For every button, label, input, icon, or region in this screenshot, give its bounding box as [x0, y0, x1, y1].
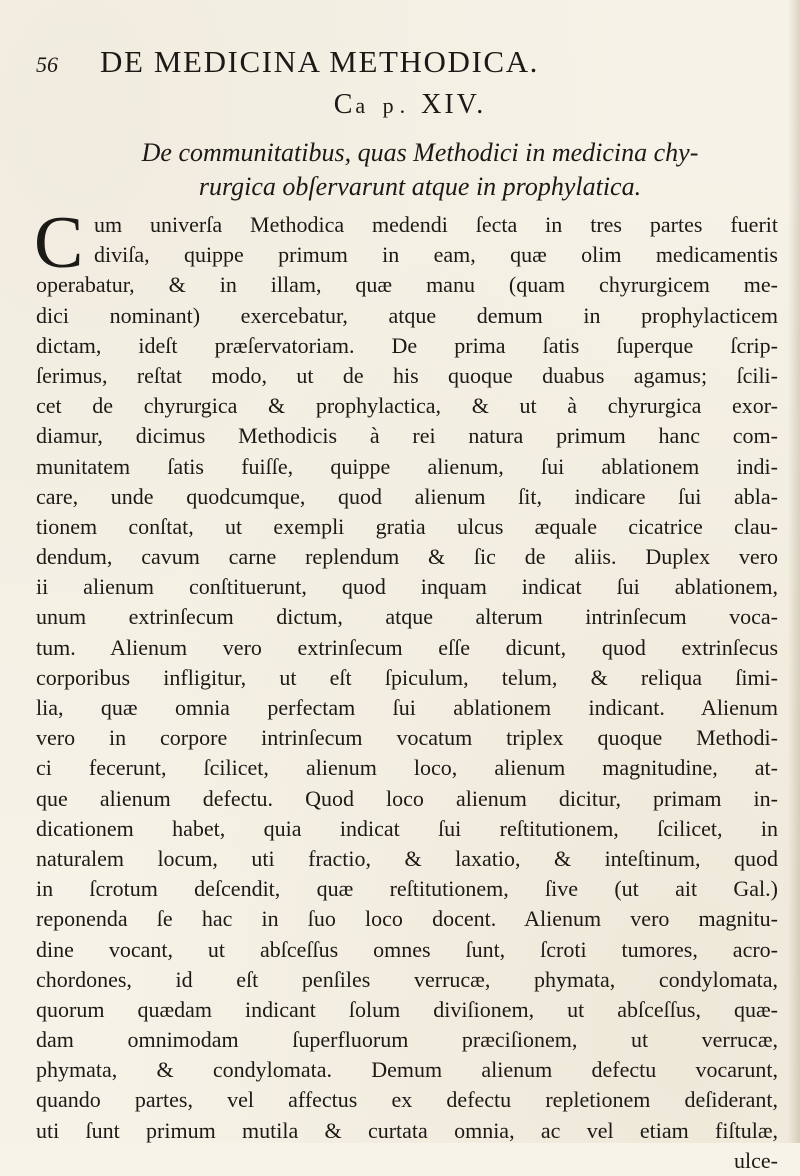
text-line: tionem conſtat, ut exempli gratia ulcus æquale cicatrice clau- [36, 513, 778, 539]
chapter-heading [0, 89, 800, 121]
subtitle-line: rurgica obſervarunt atque in prophylatica. [198, 172, 642, 201]
text-line: reponenda ſe hac in ſuo loco docent. Alienum vero magnitu- [36, 906, 778, 932]
chapter-numeral: XIV. [421, 89, 487, 120]
text-line: naturalem locum, uti fractio, & laxatio, & inteſtinum, quod [36, 845, 778, 871]
text-line: dictam, ideſt præſervatoriam. De prima ſatis ſuperque ſcrip- [36, 332, 778, 358]
drop-cap: C [34, 202, 84, 284]
text-line: uti ſunt primum mutila & curtata omnia, ac vel etiam fiſtulæ, [36, 1117, 778, 1143]
text-line: ſerimus, reſtat modo, ut de his quoque duabus agamus; ſcili- [36, 362, 778, 388]
text-line: dine vocant, ut abſceſſus omnes ſunt, ſcroti tumores, acro- [36, 936, 778, 962]
running-head [36, 44, 776, 84]
text-line: munitatem ſatis fuiſſe, quippe alienum, ſui ablationem indi- [36, 453, 778, 479]
text-line: lia, quæ omnia perfectam ſui ablationem indicant. Alienum [36, 695, 778, 720]
chapter-label-rest: a p. [355, 93, 412, 118]
page-number: 56 [36, 52, 58, 77]
text-line: in ſcrotum deſcendit, quæ reſtitutionem, ſive (ut ait Gal.) [36, 876, 778, 902]
text-line: dendum, cavum carne replendum & ſic de aliis. Duplex vero [36, 544, 778, 570]
text-line: ci fecerunt, ſcilicet, alienum loco, alienum magnitudine, at- [36, 755, 778, 781]
catchword: ulce- [734, 1147, 778, 1173]
text-line: quando partes, vel affectus ex defectu repletionem deſiderant, [36, 1087, 778, 1113]
text-line: que alienum defectu. Quod loco alienum dicitur, primam in- [36, 785, 778, 811]
page-edge-shadow [788, 0, 800, 1143]
text-line: phymata, & condylomata. Demum alienum defectu vocarunt, [36, 1057, 778, 1083]
text-line: dici nominant) exercebatur, atque demum in prophylacticem [36, 302, 778, 328]
text-line: vero in corpore intrinſecum vocatum triplex quoque Methodi- [36, 725, 778, 751]
text-line: dicationem habet, quia indicat ſui reſtitutionem, ſcilicet, in [36, 815, 778, 841]
text-line: ii alienum conſtituerunt, quod inquam indicat ſui ablationem, [36, 574, 778, 600]
text-line: unum extrinſecum dictum, atque alterum intrinſecum voca- [36, 604, 778, 630]
subtitle-line: De communitatibus, quas Methodici in medicina chy- [141, 138, 699, 167]
text-line: um univerſa Methodica medendi ſecta in tres partes fuerit [94, 212, 778, 237]
chapter-subtitle [70, 136, 770, 204]
chapter-label-initial: C [333, 89, 356, 120]
text-line: dam omnimodam ſuperfluorum præciſionem, ut verrucæ, [36, 1027, 778, 1053]
text-line: operabatur, & in illam, quæ manu (quam chyrurgicem me- [36, 272, 778, 298]
text-line: quorum quædam indicant ſolum diviſionem, ut abſceſſus, quæ- [36, 996, 778, 1022]
text-line: tum. Alienum vero extrinſecum eſſe dicunt, quod extrinſecus [36, 634, 778, 660]
text-line: corporibus infligitur, ut eſt ſpiculum, telum, & reliqua ſimi- [36, 664, 778, 690]
text-line: diamur, dicimus Methodicis à rei natura primum hanc com- [36, 423, 778, 449]
text-line: cet de chyrurgica & prophylactica, & ut à chyrurgica exor- [36, 393, 778, 419]
running-title: DE MEDICINA METHODICA. [100, 44, 540, 79]
text-line: chordones, id eſt penſiles verrucæ, phymata, condylomata, [36, 966, 778, 992]
text-line: care, unde quodcumque, quod alienum ſit, indicare ſui abla- [36, 483, 778, 509]
body-text [34, 202, 778, 1176]
text-line: diviſa, quippe primum in eam, quæ olim medicamentis [94, 242, 778, 268]
